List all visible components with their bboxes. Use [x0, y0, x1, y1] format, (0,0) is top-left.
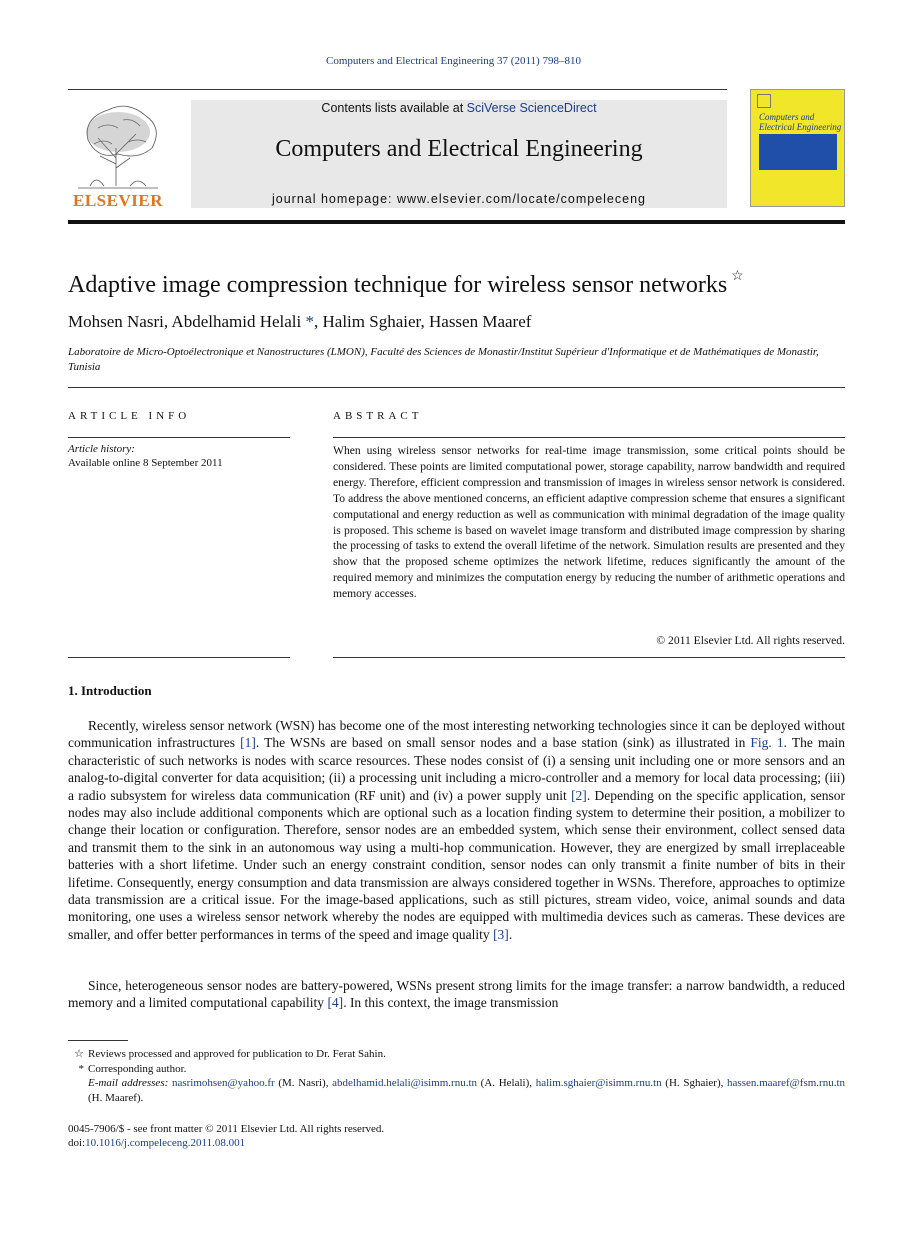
affiliation: Laboratoire de Micro-Optoélectronique et Nanostructures (LMON), Faculté des Sciences de Monastir/Institut Supérieur d'Informatique et de Mathématiques de Monastir, Tunisia: [68, 346, 819, 373]
contents-line: [191, 101, 727, 115]
intro-paragraph-1: [68, 717, 845, 943]
doi-label: doi:: [68, 1137, 86, 1149]
footnote-review: [68, 1047, 845, 1062]
article-info-label: ARTICLE INFO: [68, 410, 191, 422]
text-run: Recently, wireless sensor network (WSN) has become one of the most interesting networking technologies since it can be deployed without communication infrastructures: [68, 718, 845, 751]
email-owner: (A. Helali),: [477, 1077, 536, 1089]
text-run: Since, heterogeneous sensor nodes are battery-powered, WSNs present strong limits for the image transfer: a narrow bandwidth, a reduced memory and a limited computational capability: [68, 978, 845, 1011]
section-heading-introduction: 1. Introduction: [68, 683, 152, 698]
cover-logo-icon: [757, 94, 771, 108]
abstract-bottom-rule: [333, 657, 845, 658]
citation-link[interactable]: [4]: [327, 995, 344, 1011]
text-run: . Depending on the specific application, sensor nodes may also include additional components which are optional such as a location finding system to determine their position, a mobilizer to change their location or configuration. Therefore, sensor nodes are an embedded system, which sense their environment, collect sensed data and transmit them to the sink in an autonomous way using a multi-hop communication. However, they are energized by small irreplaceable batteries with a short lifetime. Under such an energy constraint condition, sensor nodes can only transmit a finite number of bits in their lifetime. Consequently, energy consumption and data transmission are always considered together in WSNs. Therefore, approaches to optimize data transmission are a critical issue. For the image-based applications, such as still pictures, stream video, voice, animal sounds and data monitoring, one uses a wireless sensor network whereby the nodes are equipped with multimedia devices such as cameras. These devices are smaller, and offer better performances in terms of the speed and image quality: [68, 787, 845, 942]
footnote-mark: *: [78, 1062, 84, 1075]
issn-line: 0045-7906/$ - see front matter © 2011 Elsevier Ltd. All rights reserved.: [68, 1123, 385, 1135]
email-link[interactable]: nasrimohsen@yahoo.fr: [171, 1077, 275, 1089]
citation-link[interactable]: [3]: [493, 926, 509, 942]
cover-title: Computers and Electrical Engineering: [759, 112, 842, 132]
text-run: . The main characteristic of such networks is nodes with scarce resources. These nodes consist of (i) a sensing unit including one or more sensors and an analog-to-digital converter for data acquisition; (ii) a processing unit including a micro-controller and a memory for local data processing; (iii) a radio subsystem for wireless data communication (RF unit) and (iv) a power supply unit: [68, 735, 845, 803]
email-link[interactable]: halim.sghaier@isimm.rnu.tn: [535, 1077, 662, 1089]
authors-rest: , Halim Sghaier, Hassen Maaref: [314, 312, 532, 331]
article-history-value: Available online 8 September 2011: [68, 457, 223, 469]
email-label: E-mail addresses:: [88, 1077, 169, 1089]
header-top-rule: [68, 89, 727, 90]
footnote-text: Corresponding author.: [88, 1062, 187, 1075]
text-run: . The WSNs are based on small sensor nodes and a base station (sink) as illustrated in: [255, 735, 751, 751]
journal-reference[interactable]: Computers and Electrical Engineering 37 (2011) 798–810: [326, 55, 581, 67]
article-info-bottom-rule: [68, 657, 290, 658]
email-link[interactable]: abdelhamid.helali@isimm.rnu.tn: [332, 1077, 477, 1089]
abstract-rule: [333, 437, 845, 438]
affiliation-rule: [68, 387, 845, 388]
footnote-corresponding: [68, 1062, 845, 1077]
abstract-label: ABSTRACT: [333, 410, 423, 422]
citation-link[interactable]: [2]: [571, 787, 587, 803]
issn-block: [68, 1122, 384, 1150]
footnote-rule: [68, 1040, 128, 1041]
text-run: .: [508, 926, 513, 942]
article-history-label: Article history:: [68, 443, 135, 455]
footnote-text: Reviews processed and approved for publication to Dr. Ferat Sahin.: [88, 1048, 386, 1060]
abstract-copyright: © 2011 Elsevier Ltd. All rights reserved.: [656, 634, 845, 647]
article-title-text: Adaptive image compression technique for wireless sensor networks: [68, 272, 728, 298]
cover-image-block: [759, 134, 837, 170]
header-thick-rule: [68, 220, 845, 224]
footnote-mark: ☆: [74, 1048, 84, 1060]
email-owner: (M. Nasri),: [274, 1077, 333, 1089]
sciencedirect-link[interactable]: SciVerse ScienceDirect: [466, 101, 597, 115]
journal-homepage[interactable]: journal homepage: www.elsevier.com/locate/compeleceng: [271, 192, 646, 206]
email-link[interactable]: hassen.maaref@fsm.rnu.tn: [727, 1077, 846, 1089]
title-footnote-mark[interactable]: ☆: [731, 269, 744, 284]
footnote-emails: [68, 1076, 845, 1105]
elsevier-wordmark: ELSEVIER: [73, 191, 163, 210]
article-title: [68, 268, 744, 299]
journal-cover-thumbnail: [750, 89, 845, 207]
citation-link[interactable]: [1]: [240, 735, 256, 751]
doi-link[interactable]: 10.1016/j.compeleceng.2011.08.001: [85, 1137, 246, 1149]
figure-link[interactable]: Fig. 1: [750, 735, 784, 751]
author-list: [68, 312, 531, 332]
abstract-text: When using wireless sensor networks for real-time image transmission, some critical points should be considered. These points are limited computational power, storage capability, narrow bandwidth and required energy. Therefore, efficient compression and transmission of images in wireless sensor network is considered. To address the above mentioned concerns, an efficient adaptive compression scheme that ensures a significant computational and energy reduction as well as communication with minimal degradation of the image quality is proposed. This scheme is based on wavelet image transform and distributed image compression by sharing the processing of tasks to extend the overall lifetime of the network. Simulation results are presented and they show that the proposed scheme optimizes the network lifetime, reduces significantly the amount of the required memory and minimizes the computation energy by reducing the number of arithmetic operations and memory accesses.: [333, 444, 845, 601]
text-run: . In this context, the image transmission: [343, 995, 559, 1011]
doi-line: [68, 1136, 384, 1150]
journal-name: Computers and Electrical Engineering: [275, 136, 643, 162]
article-info-rule: [68, 437, 290, 438]
footnotes: [68, 1047, 845, 1105]
email-owner: (H. Maaref).: [88, 1091, 144, 1104]
email-owner: (H. Sghaier),: [661, 1077, 728, 1089]
contents-prefix: Contents lists available at: [321, 101, 467, 115]
intro-paragraph-2: [68, 977, 845, 1012]
authors-first: Mohsen Nasri, Abdelhamid Helali: [68, 312, 302, 331]
corresponding-author-mark[interactable]: *: [301, 312, 314, 331]
